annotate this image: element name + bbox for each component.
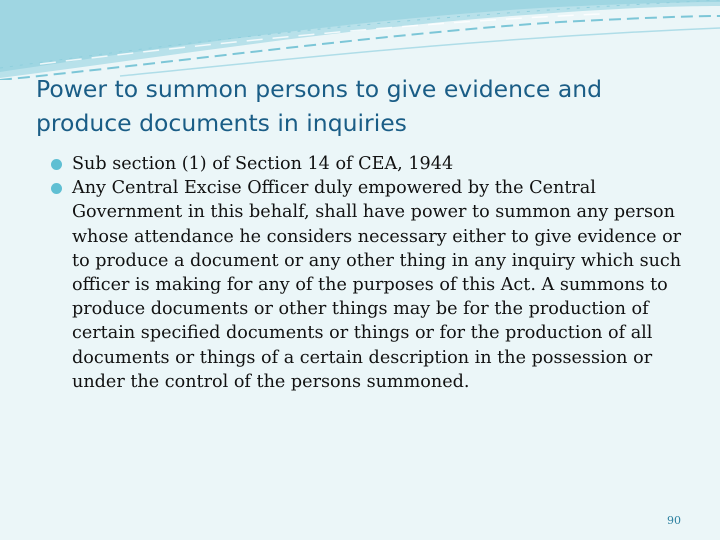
header-wave-decoration xyxy=(0,0,720,80)
bullet-dot-icon xyxy=(51,159,62,170)
bullet-item xyxy=(51,152,691,176)
bullet-item xyxy=(51,176,691,394)
slide-title: Power to summon persons to give evidence and produce documents in inquiries xyxy=(36,75,603,137)
bullet-text: Any Central Excise Officer duly empowered by the Central Government in this behalf, shall have power to summon any person whose attendance he considers necessary either to give evidence or to produce a document or any other thing in any inquiry which such officer is making for any of the purposes of this Act. A summons to produce documents or other things may be for the production of certain specified documents or things or for the production of all documents or things of a certain description in the possession or under the control of the persons summoned. xyxy=(72,178,682,392)
bullet-list xyxy=(51,152,691,394)
bullet-text: Sub section (1) of Section 14 of CEA, 1944 xyxy=(72,154,454,174)
page-number: 90 xyxy=(667,514,681,527)
bullet-dot-icon xyxy=(51,183,62,194)
